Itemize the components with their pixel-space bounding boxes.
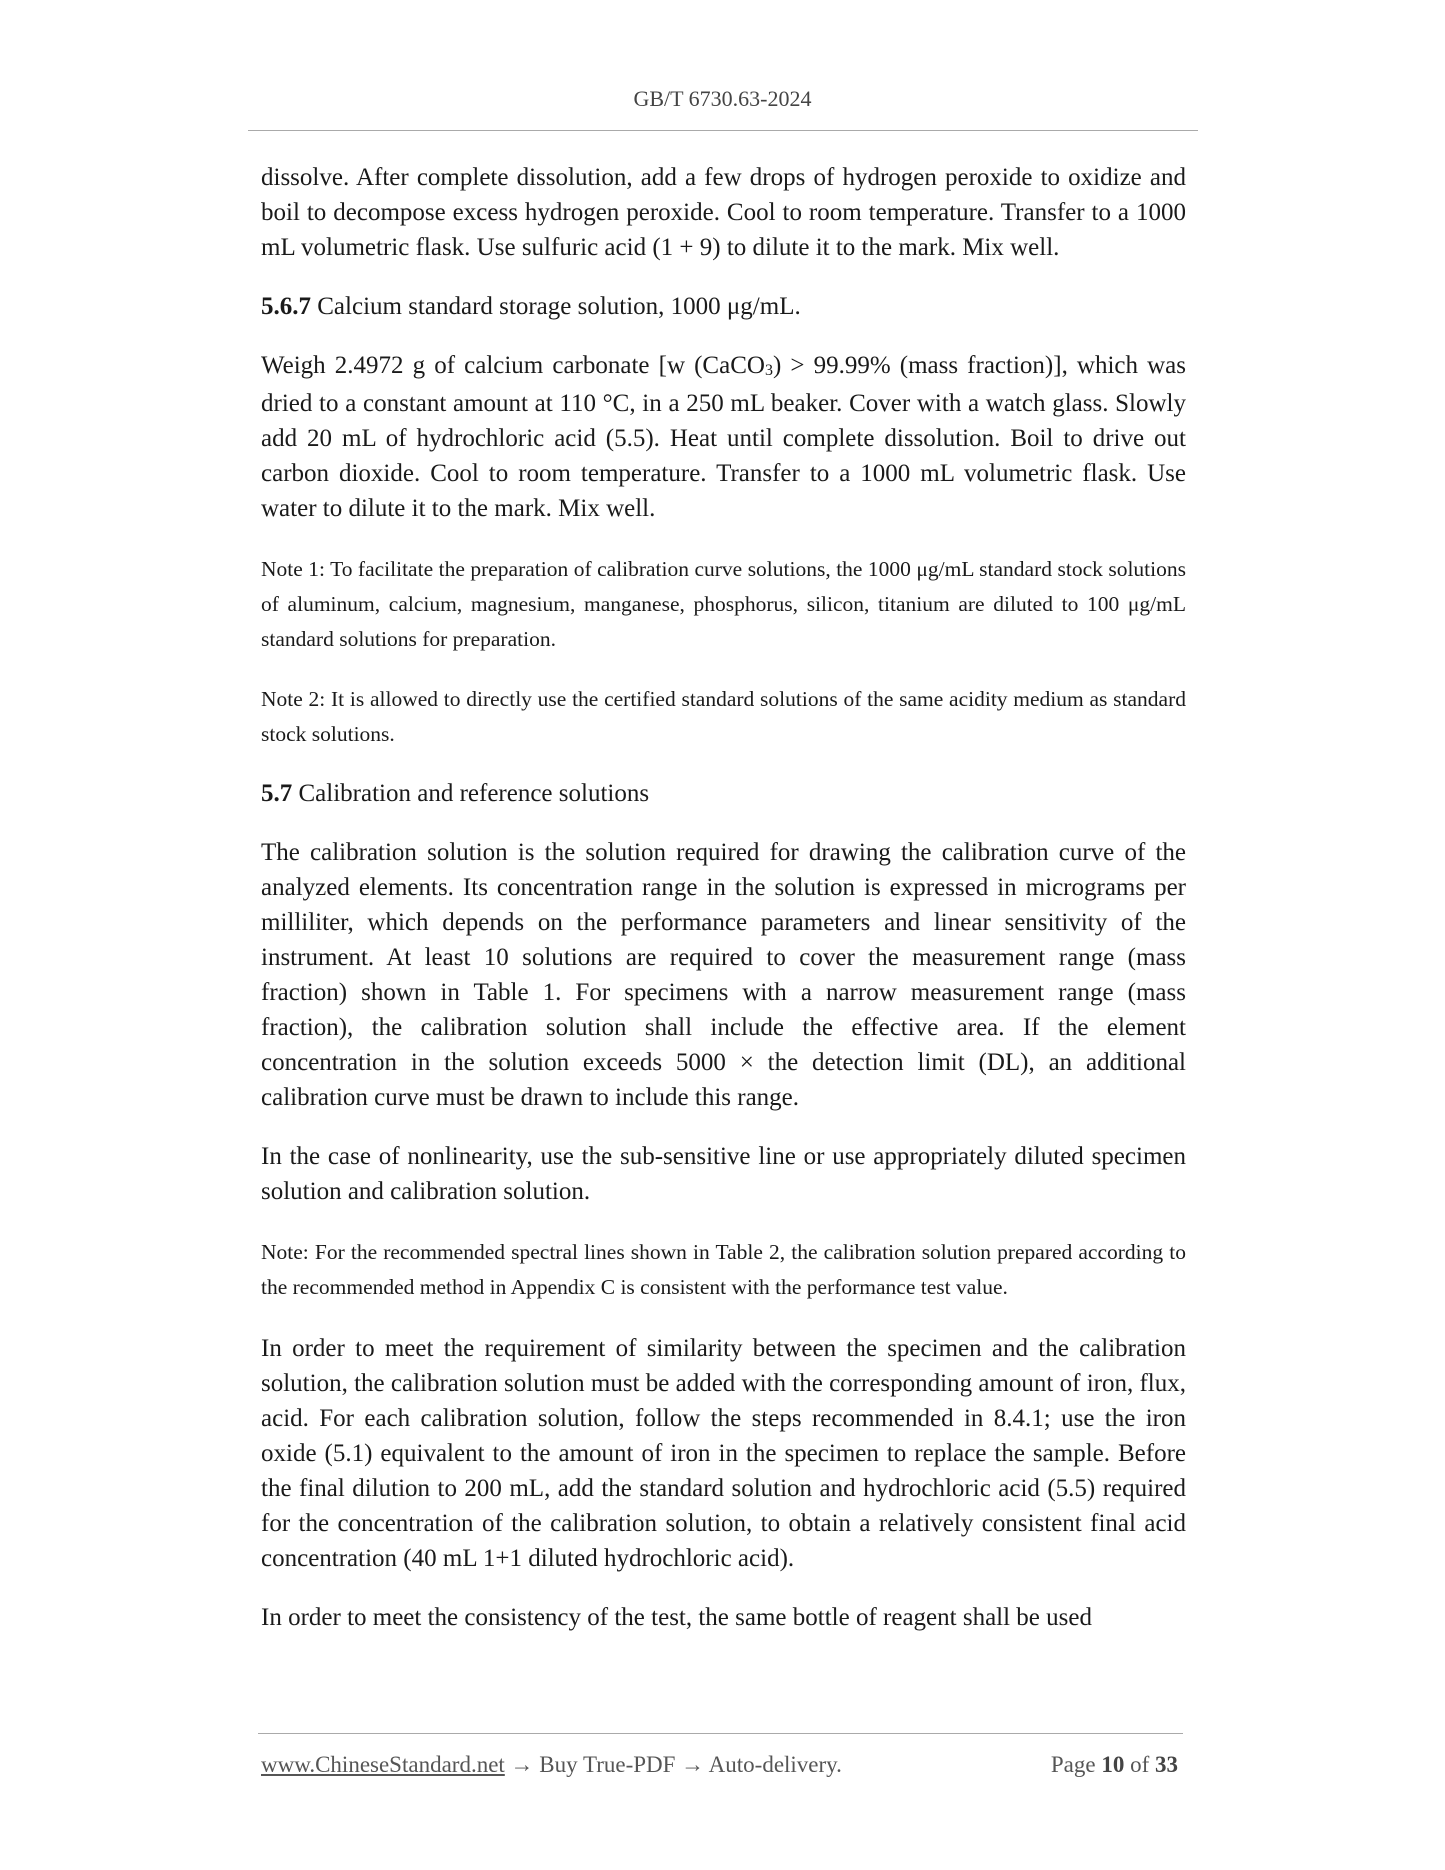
section-heading-5-6-7 xyxy=(261,289,1186,324)
paragraph-dissolve: dissolve. After complete dissolution, add a few drops of hydrogen peroxide to oxidize and boil to decompose excess hydrogen peroxide. Cool to room temperature. Transfer to a 1000 mL volumetric flask. Use sulfuric acid (1 + 9) to dilute it to the mark. Mix well. xyxy=(261,164,1186,261)
page-indicator xyxy=(1051,1752,1178,1778)
paragraph-text: ) > 99.99% (mass fraction)], which was dried to a constant amount at 110 °C, in a 250 mL beaker. Cover with a watch glass. Slowly add 20 mL of hydrochloric acid (5.5). Heat until complete dissolution. Boil to drive out carbon dioxide. Cool to room temperature. Transfer to a 1000 mL volumetric flask. Use water to dilute it to the mark. Mix well. xyxy=(261,352,1187,522)
site-link[interactable]: www.ChineseStandard.net xyxy=(261,1752,505,1777)
paragraph-similarity: In order to meet the requirement of similarity between the specimen and the calibration solution, the calibration solution must be added with the corresponding amount of iron, flux, acid. For each calibration solution, follow the steps recommended in 8.4.1; use the iron oxide (5.1) equivalent to the amount of iron in the specimen to replace the sample. Before the final dilution to 200 mL, add the standard solution and hydrochloric acid (5.5) required for the concentration of the calibration solution, to obtain a relatively consistent final acid concentration (40 mL 1+1 diluted hydrochloric acid). xyxy=(261,1335,1186,1572)
section-heading-5-7 xyxy=(261,776,1186,811)
page-content xyxy=(261,160,1186,1635)
section-number: 5.6.7 xyxy=(261,293,311,320)
page-footer xyxy=(261,1752,1181,1778)
note-1: Note 1: To facilitate the preparation of calibration curve solutions, the 1000 μg/mL standard stock solutions of aluminum, calcium, magnesium, manganese, phosphorus, silicon, titanium are diluted to 100 μg/mL standard solutions for preparation. xyxy=(261,557,1186,651)
header-divider xyxy=(248,130,1198,131)
page-label: Page xyxy=(1050,1752,1102,1777)
paragraph-calibration-solution: The calibration solution is the solution required for drawing the calibration curve of the analyzed elements. Its concentration range in the solution is expressed in micrograms per milliliter, which depends on the performance parameters and linear sensitivity of the instrument. At least 10 solutions are required to cover the measurement range (mass fraction) shown in Table 1. For specimens with a narrow measurement range (mass fraction), the calibration solution shall include the effective area. If the element concentration in the solution exceeds 5000 × the detection limit (DL), an additional calibration curve must be drawn to include this range. xyxy=(261,839,1186,1111)
paragraph-consistency: In order to meet the consistency of the test, the same bottle of reagent shall be used xyxy=(261,1604,1092,1631)
paragraph-nonlinearity: In the case of nonlinearity, use the sub-sensitive line or use appropriately diluted specimen solution and calibration solution. xyxy=(261,1143,1186,1205)
subscript: 3 xyxy=(764,362,773,379)
promo-text: → Buy True-PDF → Auto-delivery. xyxy=(504,1752,842,1777)
document-header: GB/T 6730.63-2024 xyxy=(633,86,812,111)
of-label: of xyxy=(1124,1752,1155,1777)
paragraph-text: Weigh 2.4972 g of calcium carbonate [w (CaCO xyxy=(261,352,765,379)
paragraph-calcium-weigh xyxy=(261,348,1186,526)
footer-divider xyxy=(258,1733,1183,1734)
page-number: 10 xyxy=(1101,1752,1125,1777)
note-2: Note 2: It is allowed to directly use the certified standard solutions of the same acidity medium as standard stock solutions. xyxy=(261,687,1186,746)
section-title: Calibration and reference solutions xyxy=(292,780,650,807)
page-total: 33 xyxy=(1155,1752,1178,1777)
note-spectral-lines: Note: For the recommended spectral lines shown in Table 2, the calibration solution prepared according to the recommended method in Appendix C is consistent with the performance test value. xyxy=(261,1240,1186,1299)
section-title: Calcium standard storage solution, 1000 μg/mL. xyxy=(311,293,801,320)
section-number: 5.7 xyxy=(261,780,293,807)
